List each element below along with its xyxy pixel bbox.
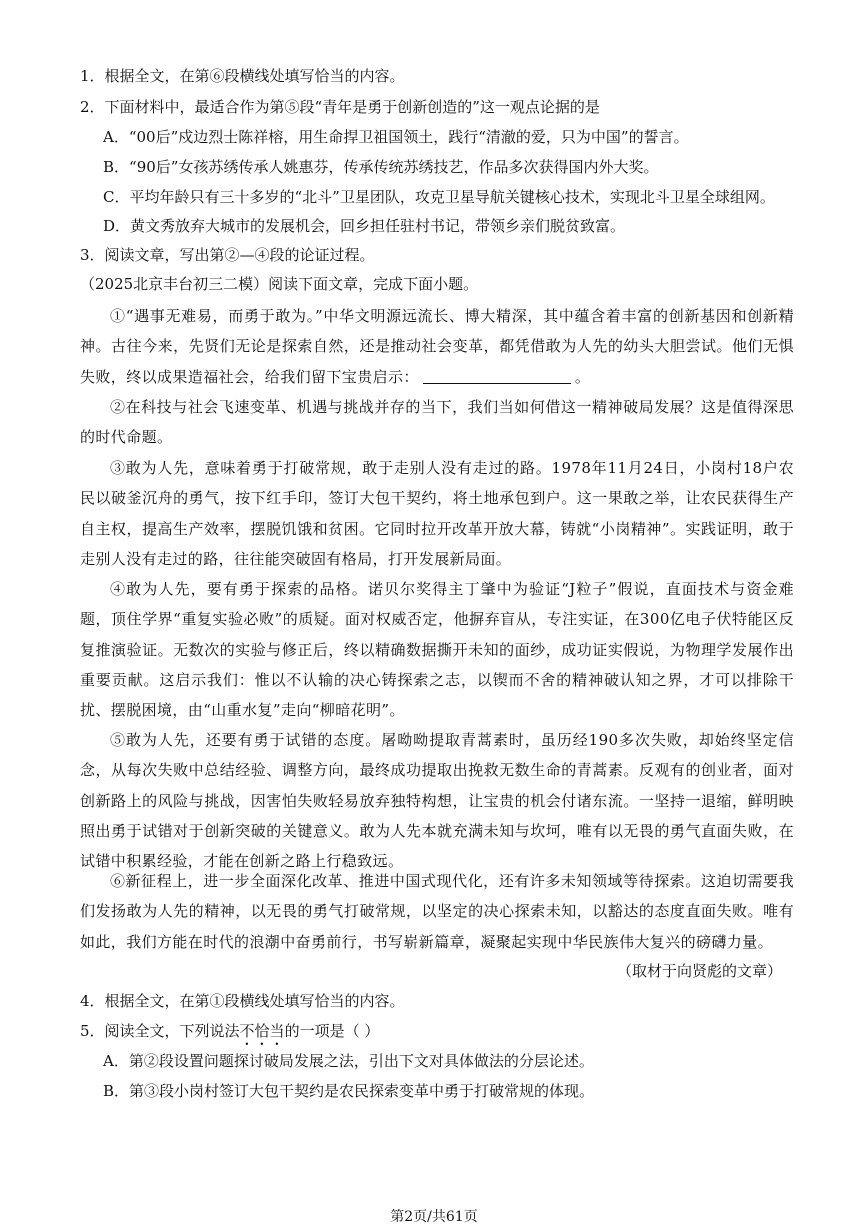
question-5-stem (80, 1021, 800, 1049)
paragraph-1 (80, 301, 794, 392)
paragraph-3: ③敢为人先，意味着勇于打破常规，敢于走别人没有走过的路。1978年11月24日，小岗村18户农民以破釜沉舟的勇气，按下红手印，签订大包干契约，将土地承包到户。这一果敢之举，让农民获得生产自主权，提高生产效率，摆脱饥饿和贫困。它同时拉开改革开放大幕，铸就“小岗精神”。实践证明，敢于走别人没有走过的路，往往能突破固有格局，打开发展新局面。 (80, 459, 794, 568)
answer-blank (423, 368, 571, 384)
paragraph-2: ②在科技与社会飞速变革、机遇与挑战并存的当下，我们当如何借这一精神破局发展？这是值得深思的时代命题。 (80, 398, 794, 447)
question-5-stem-start: 5．阅读全文，下列说法 (80, 1022, 240, 1040)
paragraph-6: ⑥新征程上，进一步全面深化改革、推进中国式现代化，还有许多未知领域等待探索。这迫切需要我们发扬敢为人先的精神，以无畏的勇气打破常规，以坚定的决心探索未知，以豁达的态度直面失败。唯有如此，我们方能在时代的浪潮中奋勇前行，书写崭新篇章，凝聚起实现中华民族伟大复兴的磅礴力量。 (80, 872, 794, 951)
paragraph-1-end: 。 (574, 367, 591, 386)
question-5-option-a: A．第②段设置问题探讨破局发展之法，引出下文对具体做法的分层论述。 (103, 1052, 594, 1070)
paragraph-4: ④敢为人先，要有勇于探索的品格。诺贝尔奖得主丁肇中为验证“J粒子”假说，直面技术与资金难题，顶住学界“重复实验必败”的质疑。面对权威否定，他摒弃盲从，专注实证，在300亿电子伏特能区反复推演验证。无数次的实验与修正后，终以精确数据撕开未知的面纱，成功证实假说，为物理学发展作出重要贡献。这启示我们：惟以不认输的决心铸探索之志，以锲而不舍的精神破认知之界，才可以排除干扰、摆脱困境，由“山重水复”走向“柳暗花明”。 (80, 580, 794, 720)
page-footer: 第2页/共61页 (390, 1209, 478, 1225)
paragraph-5: ⑤敢为人先，还要有勇于试错的态度。屠呦呦提取青蒿素时，虽历经190多次失败，却始终坚定信念，从每次失败中总结经验、调整方向，最终成功提取出挽救无数生命的青蒿素。反观有的创业者，面对创新路上的风险与挑战，因害怕失败轻易放弃独特构想，让宝贵的机会付诸东流。一坚持一退缩，鲜明映照出勇于试错对于创新突破的关键意义。敢为人先本就充满未知与坎坷，唯有以无畏的勇气直面失败，在试错中积累经验，才能在创新之路上行稳致远。 (80, 731, 794, 871)
question-3: 3．阅读文章，写出第②—④段的论证过程。 (80, 246, 375, 264)
question-2-option-a: A．“00后”戍边烈士陈祥榕，用生命捍卫祖国领土，践行“清澈的爱，只为中国”的誓言。 (103, 128, 689, 146)
question-4: 4．根据全文，在第①段横线处填写恰当的内容。 (80, 992, 405, 1010)
question-1: 1．根据全文，在第⑥段横线处填写恰当的内容。 (80, 67, 405, 85)
question-2-option-d: D．黄文秀放弃大城市的发展机会，回乡担任驻村书记，带领乡亲们脱贫致富。 (103, 217, 626, 235)
question-2-stem: 2．下面材料中，最适合作为第⑤段“青年是勇于创新创造的”这一观点论据的是 (80, 98, 600, 116)
question-2-option-c: C．平均年龄只有三十多岁的“北斗”卫星团队，攻克卫星导航关键核心技术，实现北斗卫星全球组网。 (103, 188, 775, 206)
question-5-option-b: B．第③段小岗村签订大包干契约是农民探索变革中勇于打破常规的体现。 (103, 1082, 595, 1100)
source-note: （取材于向贤彪的文章） (616, 962, 782, 980)
question-5-emphasis: 不恰当 (239, 1022, 285, 1040)
paragraph-1-text: ①“遇事无难易，而勇于敢为。”中华文明源远流长、博大精深，其中蕴含着丰富的创新基因和创新精神。古往今来，先贤们无论是探索自然，还是推动社会变革，都凭借敢为人先的幼头大胆尝试。他们无惧失败，终以成果造福社会，给我们留下宝贵启示： (80, 307, 794, 386)
passage-intro: （2025北京丰台初三二模）阅读下面文章，完成下面小题。 (80, 275, 479, 293)
question-2-option-b: B．“90后”女孩苏绣传承人姚惠芬，传承传统苏绣技艺，作品多次获得国内外大奖。 (103, 158, 659, 176)
question-5-stem-end: 的一项是（ ） (284, 1022, 380, 1040)
